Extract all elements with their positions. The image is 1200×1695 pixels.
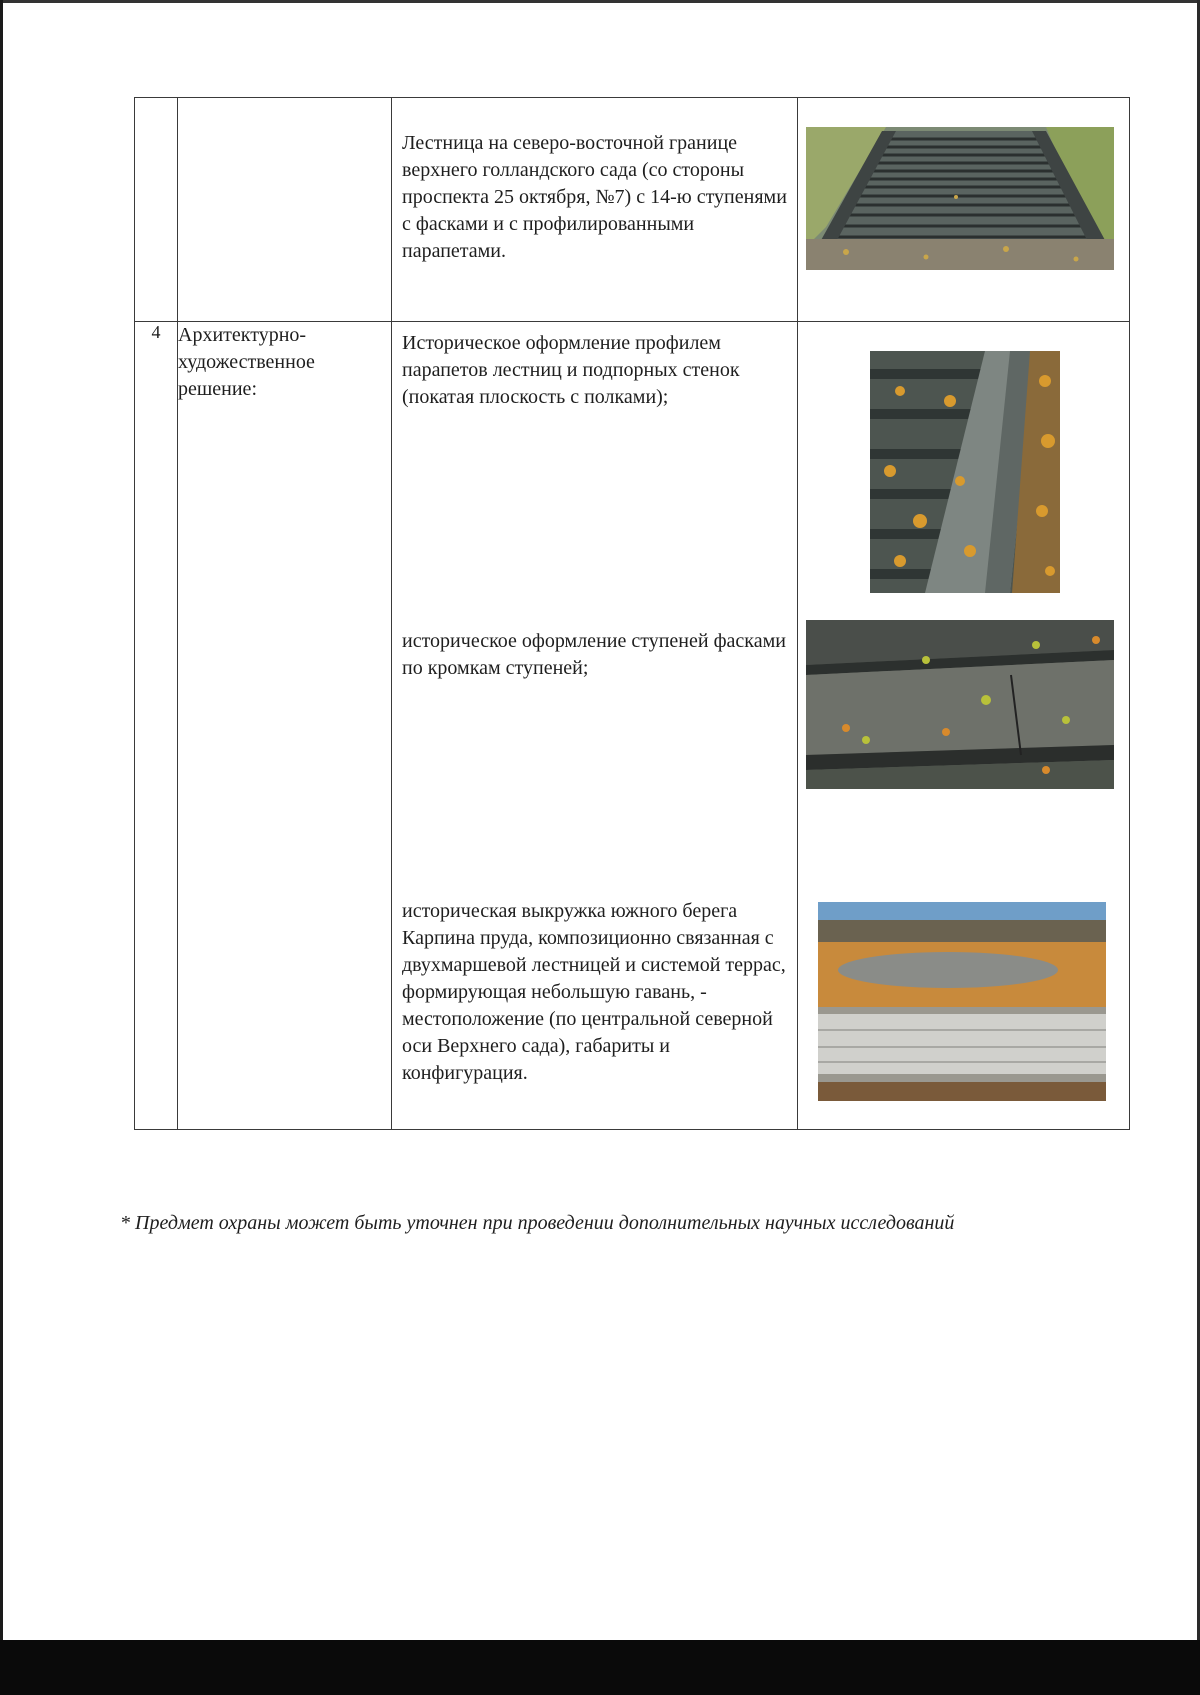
row-number-cell: [135, 98, 178, 322]
scan-bottom-bar: [0, 1640, 1200, 1695]
parapet-description: Историческое оформление профилем парапетов лестниц и подпорных стенок (покатая плоскость с полками);: [402, 332, 740, 408]
photo-pond-shore: [818, 902, 1106, 1101]
table-row: [135, 98, 1130, 322]
scan-left-edge: [0, 0, 3, 1640]
pond-description: историческая выкружка южного берега Карпина пруда, композиционно связанная с двухмаршевой лестницей и системой террас, формирующая небольшую гавань, - местоположение (по центральной северной оси Верхнего сада), габариты и конфигурация.: [402, 900, 786, 1084]
footnote: * Предмет охраны может быть уточнен при проведении дополнительных научных исследований: [120, 1212, 955, 1234]
table-row: [135, 322, 1130, 1130]
steps-description: историческое оформление ступеней фасками по кромкам ступеней;: [402, 630, 786, 679]
photo-chamfered-steps: [806, 620, 1114, 789]
row-name-cell: Архитектурно-художественное решение:: [178, 322, 392, 1130]
scan-top-edge: [0, 0, 1200, 3]
photo-parapet-with-leaves: [870, 351, 1060, 593]
row-description-cell: [392, 98, 798, 322]
stair-description: Лестница на северо-восточной границе верхнего голландского сада (со стороны проспекта 25 октября, №7) с 14-ю ступенями с фасками и с профилированными парапетами.: [402, 132, 787, 262]
row-photo-cell: [798, 322, 1130, 1130]
protection-subject-table: [134, 97, 1130, 1130]
row-photo-cell: [798, 98, 1130, 322]
row-number-cell: 4: [135, 322, 178, 1130]
row-name-cell: [178, 98, 392, 322]
row-description-cell: [392, 322, 798, 1130]
photo-stairs-long-flight: [806, 127, 1114, 270]
